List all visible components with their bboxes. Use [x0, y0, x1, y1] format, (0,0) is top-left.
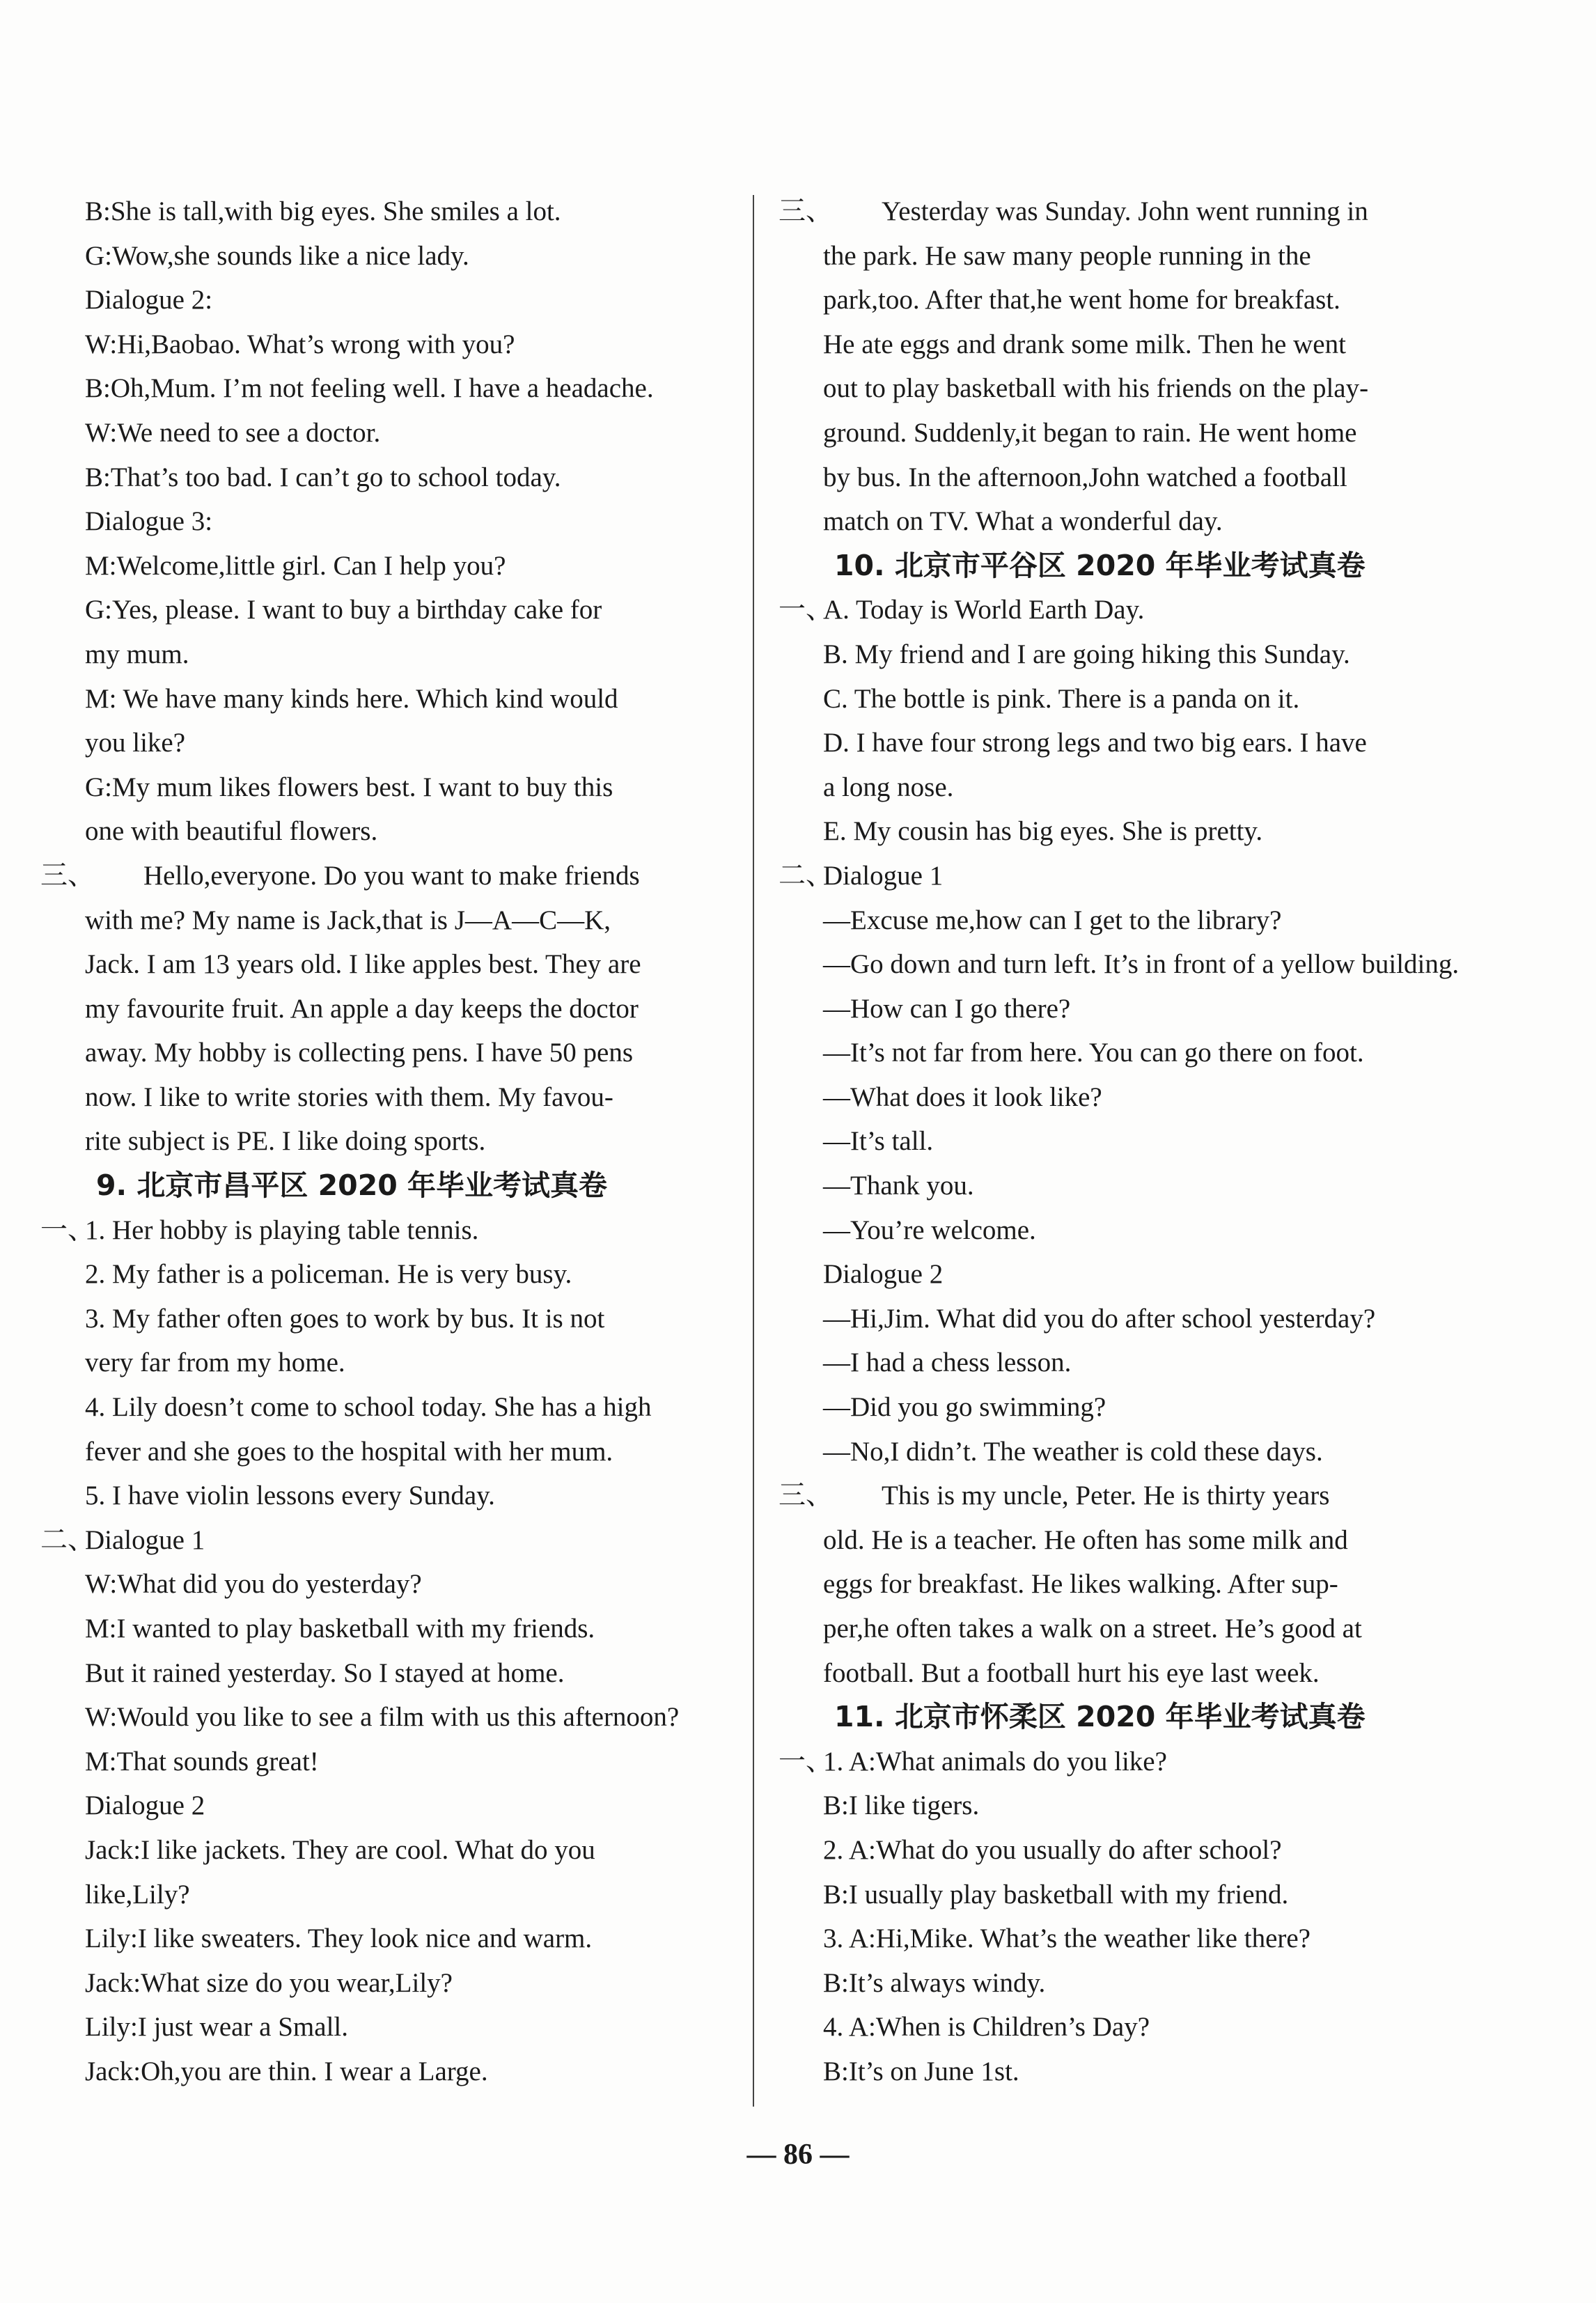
line-text: —No,I didn’t. The weather is cold these days. [823, 1436, 1323, 1467]
text-line [779, 1828, 1482, 1873]
text-line [40, 1651, 730, 1696]
text-line [40, 765, 730, 810]
line-text: A. Today is World Earth Day. [823, 595, 1145, 625]
text-line [779, 898, 1482, 943]
line-text: E. My cousin has big eyes. She is pretty. [823, 816, 1263, 847]
text-line [40, 1783, 730, 1828]
text-line [779, 1607, 1482, 1651]
text-line [779, 322, 1482, 367]
text-line [779, 1252, 1482, 1297]
text-line [779, 2005, 1482, 2050]
section-marker: 二、 [40, 1524, 95, 1555]
text-line [779, 1562, 1482, 1607]
text-line [40, 189, 730, 234]
text-line [40, 411, 730, 455]
line-text: M:Welcome,little girl. Can I help you? [85, 550, 506, 581]
text-line [779, 632, 1482, 677]
text-line [779, 2050, 1482, 2094]
text-line [40, 2050, 730, 2094]
line-text: eggs for breakfast. He likes walking. After sup- [823, 1569, 1338, 1600]
line-text: W:Hi,Baobao. What’s wrong with you? [85, 329, 515, 359]
line-text: like,Lily? [85, 1879, 190, 1910]
line-text: —Go down and turn left. It’s in front of a yellow building. [823, 949, 1460, 980]
line-text: my mum. [85, 639, 189, 669]
text-line [779, 1873, 1482, 1917]
line-text: one with beautiful flowers. [85, 816, 378, 847]
text-line [40, 544, 730, 588]
text-line [40, 1518, 730, 1563]
line-text: Dialogue 2 [85, 1790, 205, 1821]
text-line [40, 1430, 730, 1474]
line-text: with me? My name is Jack,that is J—A—C—K, [85, 905, 611, 935]
text-line [40, 234, 730, 279]
text-line [40, 588, 730, 632]
line-text: the park. He saw many people running in the [823, 240, 1311, 271]
line-text: Yesterday was Sunday. John went running in [882, 196, 1368, 226]
line-text: —You’re welcome. [823, 1215, 1036, 1245]
section-marker: 三、 [779, 196, 834, 226]
line-text: Dialogue 2: [85, 285, 213, 315]
line-text: G:Wow,she sounds like a nice lady. [85, 240, 469, 271]
text-line [779, 234, 1482, 279]
line-text: my favourite fruit. An apple a day keeps the doctor [85, 993, 639, 1024]
line-text: G:My mum likes flowers best. I want to buy this [85, 772, 613, 802]
line-text: W:Would you like to see a film with us this afternoon? [85, 1702, 680, 1733]
text-line [40, 2005, 730, 2050]
line-text: B:She is tall,with big eyes. She smiles a lot. [85, 196, 561, 226]
text-line [779, 1208, 1482, 1253]
line-text: W:We need to see a doctor. [85, 417, 381, 448]
line-text: 4. A:When is Children’s Day? [823, 2012, 1150, 2043]
line-text: C. The bottle is pink. There is a panda on it. [823, 683, 1300, 714]
line-text: football. But a football hurt his eye last week. [823, 1657, 1320, 1688]
text-line [779, 278, 1482, 322]
line-text: park,too. After that,he went home for breakfast. [823, 285, 1340, 315]
line-text: —What does it look like? [823, 1082, 1102, 1112]
line-text: —How can I go there? [823, 993, 1071, 1024]
text-line [779, 1961, 1482, 2006]
line-text: match on TV. What a wonderful day. [823, 506, 1223, 537]
text-line [40, 1828, 730, 1873]
column-divider [753, 195, 754, 2107]
line-text: by bus. In the afternoon,John watched a football [823, 462, 1347, 492]
text-line [779, 455, 1482, 500]
text-line [779, 987, 1482, 1031]
line-text: very far from my home. [85, 1348, 345, 1378]
section-marker: 一、 [779, 1746, 834, 1777]
line-text: 4. Lily doesn’t come to school today. She has a high [85, 1392, 652, 1423]
section-marker: 一、 [779, 595, 834, 625]
text-line [779, 809, 1482, 854]
line-text: Dialogue 3: [85, 506, 213, 537]
line-text: 2. A:What do you usually do after school? [823, 1834, 1282, 1865]
text-line [40, 987, 730, 1031]
line-text: per,he often takes a walk on a street. He’s good at [823, 1614, 1362, 1644]
line-text: rite subject is PE. I like doing sports. [85, 1126, 486, 1157]
line-text: —Did you go swimming? [823, 1392, 1106, 1423]
line-text: —It’s tall. [823, 1126, 934, 1157]
line-text: 1. Her hobby is playing table tennis. [85, 1215, 479, 1245]
line-text: W:What did you do yesterday? [85, 1569, 422, 1600]
section-marker: 三、 [40, 860, 95, 891]
line-text: G:Yes, please. I want to buy a birthday cake for [85, 595, 602, 625]
text-line [40, 455, 730, 500]
text-line [40, 1873, 730, 1917]
line-text: now. I like to write stories with them. My favou- [85, 1082, 613, 1112]
line-text: B:I usually play basketball with my friend. [823, 1879, 1289, 1910]
line-text: B:It’s always windy. [823, 1967, 1046, 1998]
line-text: old. He is a teacher. He often has some milk and [823, 1524, 1348, 1555]
text-line [779, 1164, 1482, 1208]
text-line [779, 677, 1482, 721]
line-text: Lily:I like sweaters. They look nice and warm. [85, 1923, 593, 1954]
section-heading: 11. 北京市怀柔区 2020 年毕业考试真卷 [834, 1700, 1366, 1734]
text-line [779, 1518, 1482, 1563]
text-line [779, 1783, 1482, 1828]
line-text: 3. A:Hi,Mike. What’s the weather like there? [823, 1923, 1311, 1954]
text-line [40, 1031, 730, 1075]
text-line [40, 1474, 730, 1518]
line-text: out to play basketball with his friends on the play- [823, 373, 1369, 404]
line-text: M:That sounds great! [85, 1746, 319, 1777]
line-text: 2. My father is a policeman. He is very busy. [85, 1259, 572, 1290]
line-text: 3. My father often goes to work by bus. It is not [85, 1303, 605, 1334]
text-line [779, 1651, 1482, 1696]
text-line [779, 765, 1482, 810]
text-line [779, 366, 1482, 411]
line-text: M:I wanted to play basketball with my friends. [85, 1614, 595, 1644]
line-text: This is my uncle, Peter. He is thirty years [882, 1481, 1330, 1511]
text-line [779, 1474, 1482, 1518]
text-line [40, 1695, 730, 1740]
text-line [779, 588, 1482, 632]
text-line [40, 632, 730, 677]
section-marker: 一、 [40, 1215, 95, 1245]
line-text: B:Oh,Mum. I’m not feeling well. I have a headache. [85, 373, 654, 404]
line-text: Jack:Oh,you are thin. I wear a Large. [85, 2056, 488, 2086]
text-line [779, 721, 1482, 765]
line-text: Lily:I just wear a Small. [85, 2012, 349, 2043]
line-text: Jack. I am 13 years old. I like apples best. They are [85, 949, 641, 980]
line-text: 5. I have violin lessons every Sunday. [85, 1481, 495, 1511]
text-line [40, 898, 730, 943]
text-line [40, 809, 730, 854]
text-line [779, 1916, 1482, 1961]
section-marker: 三、 [779, 1481, 834, 1511]
section-heading: 10. 北京市平谷区 2020 年毕业考试真卷 [834, 548, 1366, 582]
line-text: Hello,everyone. Do you want to make friends [143, 860, 640, 891]
section-heading: 9. 北京市昌平区 2020 年毕业考试真卷 [96, 1169, 608, 1203]
line-text: ground. Suddenly,it began to rain. He went home [823, 417, 1357, 448]
text-line [40, 366, 730, 411]
page-number: — 86 — [746, 2139, 850, 2171]
line-text: —Hi,Jim. What did you do after school yesterday? [823, 1303, 1376, 1334]
line-text: B:I like tigers. [823, 1790, 980, 1821]
text-line [40, 721, 730, 765]
text-line [779, 942, 1482, 987]
text-line [779, 1385, 1482, 1430]
text-line [779, 1297, 1482, 1341]
line-text: B. My friend and I are going hiking this Sunday. [823, 639, 1350, 669]
text-line [40, 942, 730, 987]
line-text: —It’s not far from here. You can go there on foot. [823, 1038, 1364, 1068]
line-text: But it rained yesterday. So I stayed at home. [85, 1657, 565, 1688]
line-text: B:It’s on June 1st. [823, 2056, 1019, 2086]
text-line [40, 1607, 730, 1651]
text-line [779, 189, 1482, 234]
text-line [40, 1341, 730, 1385]
line-text: —Thank you. [823, 1171, 974, 1201]
text-line [779, 1075, 1482, 1120]
text-line [779, 1031, 1482, 1075]
text-line [40, 677, 730, 721]
text-line [40, 1385, 730, 1430]
text-line [779, 499, 1482, 544]
text-line [779, 854, 1482, 898]
text-line [40, 1252, 730, 1297]
line-text: you like? [85, 728, 186, 758]
text-line [779, 1740, 1482, 1784]
line-text: He ate eggs and drank some milk. Then he went [823, 329, 1346, 359]
line-text: a long nose. [823, 772, 954, 802]
text-line [779, 411, 1482, 455]
text-line [40, 1740, 730, 1784]
text-line [40, 322, 730, 367]
text-line [40, 278, 730, 322]
text-line [40, 1208, 730, 1253]
line-text: Jack:I like jackets. They are cool. What do you [85, 1834, 595, 1865]
text-line [40, 1961, 730, 2006]
text-line [779, 1119, 1482, 1164]
line-text: away. My hobby is collecting pens. I have 50 pens [85, 1038, 634, 1068]
text-line [40, 1916, 730, 1961]
line-text: Dialogue 2 [823, 1259, 944, 1290]
text-line [40, 1119, 730, 1164]
section-marker: 二、 [779, 860, 834, 891]
line-text: Jack:What size do you wear,Lily? [85, 1967, 453, 1998]
text-line [40, 1297, 730, 1341]
text-line [40, 499, 730, 544]
line-text: Dialogue 1 [823, 860, 944, 891]
line-text: 1. A:What animals do you like? [823, 1746, 1167, 1777]
line-text: —Excuse me,how can I get to the library? [823, 905, 1282, 935]
line-text: D. I have four strong legs and two big ears. I have [823, 728, 1367, 758]
line-text: Dialogue 1 [85, 1524, 205, 1555]
text-line [40, 1562, 730, 1607]
line-text: —I had a chess lesson. [823, 1348, 1072, 1378]
line-text: fever and she goes to the hospital with her mum. [85, 1436, 613, 1467]
line-text: B:That’s too bad. I can’t go to school today. [85, 462, 561, 492]
text-line [779, 1430, 1482, 1474]
left-column [40, 189, 730, 2094]
line-text: M: We have many kinds here. Which kind would [85, 683, 618, 714]
text-line [40, 854, 730, 898]
text-line [779, 1341, 1482, 1385]
right-column [779, 189, 1482, 2094]
text-line [40, 1075, 730, 1120]
